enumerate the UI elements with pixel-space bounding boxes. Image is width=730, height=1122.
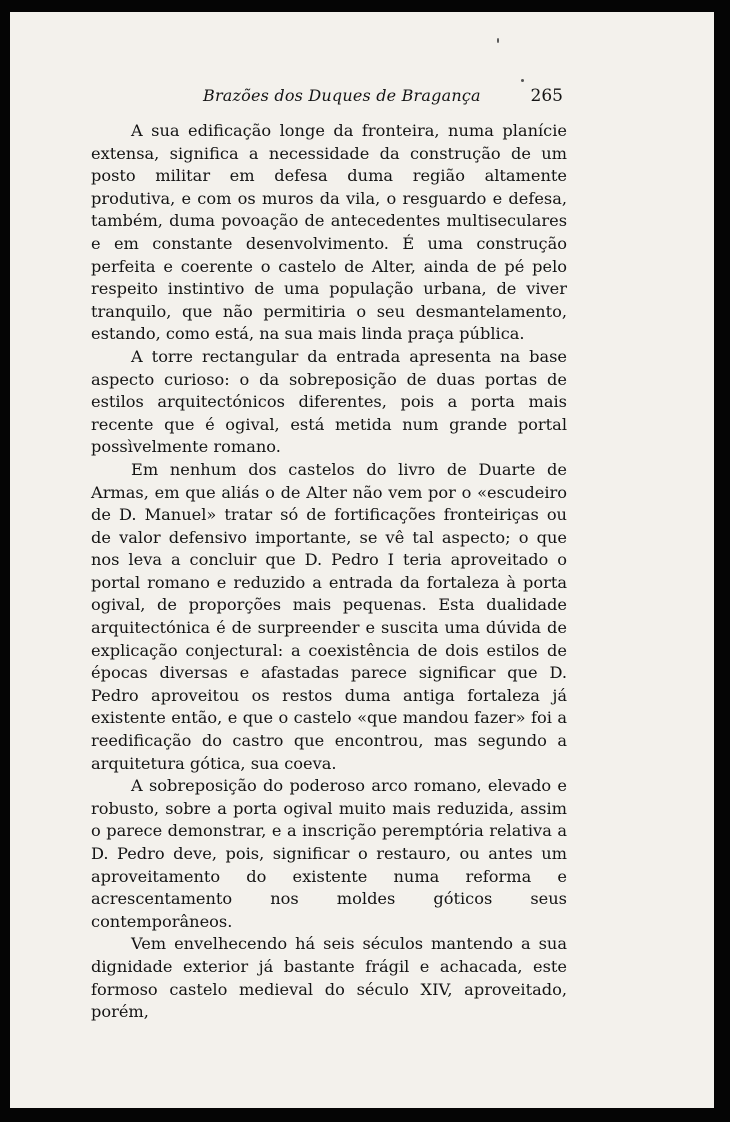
running-title: Brazões dos Duques de Bragança — [203, 86, 481, 105]
scan-speck — [497, 38, 499, 43]
body-text — [91, 120, 567, 1024]
paragraph: A sua edificação longe da fronteira, numa planície extensa, significa a necessidade da construção de um posto militar em defesa duma região altamente produtiva, e com os muros da vila, o resguardo e defesa, também, duma povoação de antecedentes multiseculares e em constante desenvolvimento. É uma construção perfeita e coerente o castelo de Alter, ainda de pé pelo respeito instintivo de uma população urbana, de viver tranquilo, que não permitiria o seu desmantelamento, estando, como está, na sua mais linda praça pública. — [91, 121, 567, 344]
book-page — [91, 80, 567, 1024]
paragraph: Vem envelhecendo há seis séculos mantendo a sua dignidade exterior já bastante frágil e achacada, este formoso castelo medieval do século XIV, aproveitado, porém, — [91, 934, 567, 1022]
paragraph: A sobreposição do poderoso arco romano, elevado e robusto, sobre a porta ogival muito mais reduzida, assim o parece demonstrar, e a inscrição peremptória relativa a D. Pedro deve, pois, significar o restauro, ou antes um aproveitamento do existente numa reforma e acrescentamento nos moldes góticos seus contemporâneos. — [91, 776, 567, 931]
page-number: 265 — [530, 86, 563, 106]
running-header — [91, 80, 567, 120]
paragraph: Em nenhum dos castelos do livro de Duarte de Armas, em que aliás o de Alter não vem por o «escudeiro de D. Manuel» tratar só de fortificações fronteiriças ou de valor defensivo importante, se vê tal aspecto; o que nos leva a concluir que D. Pedro I teria aproveitado o portal romano e reduzido a entrada da fortaleza à porta ogival, de proporções mais pequenas. Esta dualidade arquitectónica é de surpreender e suscita uma dúvida de explicação conjectural: a coexistência de dois estilos de épocas diversas e afastadas parece significar que D. Pedro aproveitou os restos duma antiga fortaleza já existente então, e que o castelo «que mandou fazer» foi a reedificação do castro que encontrou, mas segundo a arquitetura gótica, sua coeva. — [91, 459, 567, 773]
paragraph: A torre rectangular da entrada apresenta na base aspecto curioso: o da sobreposição de duas portas de estilos arquitectónicos diferentes, pois a porta mais recente que é ogival, está metida num grande portal possìvelmente romano. — [91, 346, 567, 457]
